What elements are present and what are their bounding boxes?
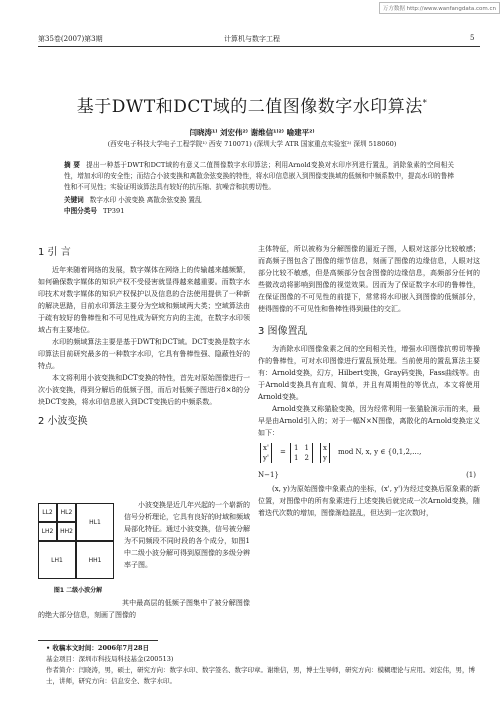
figure-caption: 图1 二级小波分解 (53, 587, 103, 594)
cell-lh2: LH2 (38, 522, 57, 541)
cell-hl1: HL1 (76, 503, 114, 541)
section-intro-title: 1 引 言 (38, 247, 71, 258)
cell-lh1: LH1 (38, 541, 76, 579)
matrix-arnold: 1 1 1 2 (290, 443, 313, 463)
intro-paragraph-1: 近年来随着网络的发展，数字媒体在网络上的传输越来越频繁，如何确保数字媒体的知识产权不受侵害就显得越来越重要。而数字水印技术对数字媒体的知识产权保护以及信息的合法使用提供了一种新的解决思路，目前水印算法主要分为空域和频域两大类；空域算法由于疏有较好的鲁棒性和不可见性成为研究方向的主流，在数字水印领域占有主要地位。 (38, 266, 250, 334)
header-rule (38, 46, 480, 47)
header-issue: 第35卷(2007)第3期 (38, 35, 103, 43)
cell-ll2: LL2 (38, 503, 57, 522)
wavelet-text (124, 499, 250, 571)
equation-range-end: N−1} (258, 471, 279, 479)
intro-paragraph-3: 本文将利用小波变换和DCT变换的特性，首先对原始图像进行一次小波变换，得到分解后的低频子图，而后对低频子图进行8×8的分块DCT变换，将水印信息嵌入到DCT变换后的中频系数。 (38, 374, 250, 406)
header-journal: 计算机与数字工程 (224, 35, 280, 43)
abstract-block (64, 160, 454, 217)
abstract: 摘 要 提出一种基于DWT和DCT域的有意义二值图像数字水印算法；利用Arnold变换对水印序列进行置乱，消除象素的空间相关性，增加水印的安全性；而结合小波变换和离散余弦变换的特性，将水印信息嵌入到图像变换域的低频和中频系数中，提高水印的鲁棒性和不可见性；实验证明该算法具有较好的抗压缩、抗噪音和抗剪切性。 (64, 161, 455, 191)
footnote-rule (38, 640, 158, 641)
matrix-lhs: x' y' (260, 443, 272, 463)
footnote (46, 643, 480, 687)
wavelet-text-2 (38, 597, 250, 621)
footnote-received: • 收稿本文时间：2006年7月28日 (46, 644, 150, 652)
cell-hh2: HH2 (57, 522, 76, 541)
equation-mod: mod N, x, y ∈ {0,1,2,…, (338, 448, 422, 456)
authors: 闫晓涛¹⁾ 刘宏伟²⁾ 谢维信¹⁾²⁾ 喻建平²⁾ (189, 128, 315, 137)
section-scramble-title: 3 图像置乱 (258, 326, 308, 337)
scramble-paragraph-2: Arnold变换又称猫脸变换，因为经常利用一张猫脸演示而的来，最早是由Arnold引入的；对于一幅N×N图像，离散化的Arnold变换定义如下： (258, 405, 480, 437)
left-column (38, 243, 250, 433)
right-column (258, 243, 480, 519)
header-page-number: 5 (470, 34, 475, 42)
intro-paragraph-2: 水印的频域算法主要是基于DWT和DCT域。DCT变换是数字水印算法目前研究最多的一种数字水印，它具有鲁棒性强、隐蔽性好的特点。 (38, 338, 250, 370)
paper-title: 基于DWT和DCT域的二值图像数字水印算法* (76, 97, 428, 117)
equation-number: (1) (466, 471, 476, 479)
arnold-equation: x' y' = 1 1 1 2 x y mod N, x, y ∈ {0,1,2,…, (258, 441, 480, 469)
right-paragraph-1: 主体特征，所以被称为分解图像的逼近子图，人眼对这部分比较敏感；而高频子图包含了图像的细节信息，刻画了图像的边缘信息，人眼对这部分比较不敏感，但是高频部分包含图像的边缘信息，高频部分任何的些微改动将影响到图像的视觉效果。因而为了保证数字水印的鲁棒性，在保证图像的不可见性的前提下，常常将水印嵌入到图像的低频部分，使得图像的不可见性和鲁棒性得到最佳的交汇。 (258, 245, 480, 313)
section-wavelet-title: 2 小波变换 (38, 416, 88, 427)
matrix-rhs: x y (320, 443, 330, 463)
watermark-stamp: 万方数据 http://www.wanfangdata.com.cn (379, 2, 500, 14)
clc-number: 中图分类号 TP391 (64, 207, 125, 215)
footnote-fund: 基金项目：深圳市科技局科技基金(200513) (46, 655, 174, 663)
affiliations: (西安电子科技大学电子工程学院¹⁾ 西安 710071) (深圳大学 ATR 国家重点实验室²⁾ 深圳 518060) (107, 140, 397, 148)
footnote-author: 作者简介：闫晓涛，男，硕士，研究方向：数字水印、数字签名、数字印章。谢维信，男，博士生导师，研究方向：模糊理论与应用。刘宏伟，男，博士，讲师，研究方向：信息安全、数字水印。 (46, 666, 475, 685)
scramble-paragraph-3: (x, y)为原始图像中象素点的坐标，(x', y')为经过变换后原象素的新位置，对图像中的所有象素进行上述变换后就完成一次Arnold变换，随着迭代次数的增加，图像渐趋混乱，但达到一定次数时， (258, 485, 480, 517)
wavelet-paragraph-2: 其中最高层的低频子图集中了被分解图像的绝大部分信息，刻画了图像的 (38, 599, 250, 619)
wavelet-paragraph-1: 小波变换是近几年兴起的一个崭新的信号分析理论，它具有良好的时域和频域局部化特征。通过小波变换，信号被分解为不同频段不同时段的各个成分，如图1中二级小波分解可得到原图像的多级分辨率子图。 (124, 501, 250, 569)
wavelet-figure (38, 503, 114, 579)
keywords: 关键词 数字水印 小波变换 离散余弦变换 置乱 (64, 196, 202, 204)
cell-hh1: HH1 (76, 541, 114, 579)
scramble-paragraph-1: 为消除水印图像象素之间的空间相关性，增强水印图像抗剪切等操作的鲁棒性，可对水印图像进行置乱预处理。当前使用的置乱算法主要有：Arnold变换，幻方，Hilbert变换，Gray码变换，Fass曲线等。由于Arnold变换具有直观、简单，并且有周期性的等优点，本文将使用Arnold变换。 (258, 345, 481, 401)
cell-hl2: HL2 (57, 503, 76, 522)
